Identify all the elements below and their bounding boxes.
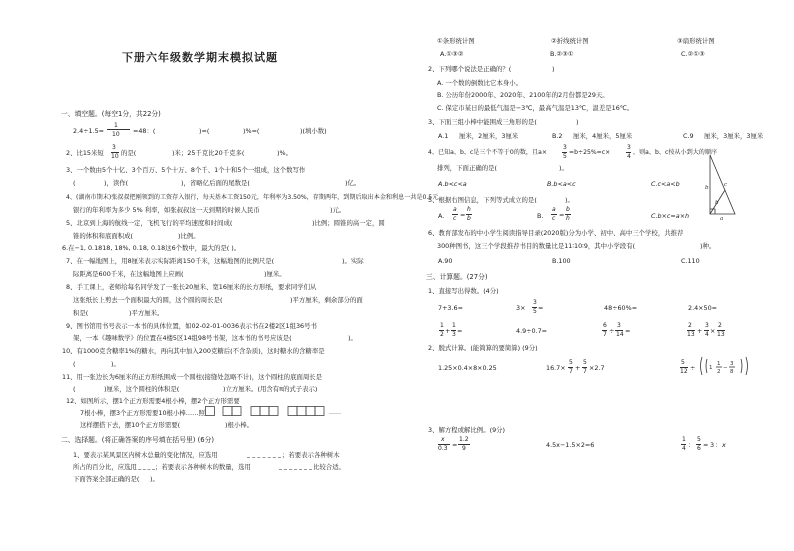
calc2-2-den1: 7	[569, 368, 573, 375]
c5b-num2: b	[566, 206, 570, 213]
c5b-num1: a	[552, 206, 556, 213]
choice-3-option-a: 厘米，2厘米，3厘米	[459, 132, 519, 140]
s1-line-2a: 所占的百分比，应选用	[73, 463, 137, 471]
calc-2-4-num3: 2	[718, 322, 722, 329]
svg-text:1: 1	[717, 361, 721, 367]
calc-2-4-den3: 13	[717, 331, 725, 338]
calc-2-4-den2: 4	[705, 331, 709, 338]
calc3-3-num1: 1	[682, 436, 686, 443]
q4-line-2: 银行的年利率为多少 5% 利率，如张叔叔这一天到期的时候人民币	[73, 206, 260, 214]
q7-line-1: 7、在一幅地图上，用8厘米表示实际距离150千米，这幅地图的比例尺是(	[66, 257, 275, 265]
calc3-1-den2: 9	[462, 445, 466, 452]
choice-3-option-b: 厘米，4厘米，5厘米	[573, 132, 633, 140]
q6: 6.在−1, 0.1818, 18%, 0.18, 0.18这6个数中，最大的是( )。	[62, 244, 241, 252]
c4-frac1-num: 3	[563, 144, 567, 151]
choice-4-option-b: B.b<a<c	[547, 180, 576, 188]
calc2-2a: 16.7×	[546, 364, 566, 372]
triangle-label-a: a	[720, 216, 724, 222]
choice-6-line-1: 6、教育部发布的中小学生阅读指导目录(2020版)分为小学、初中、高中三个学校，共推荐	[428, 229, 684, 237]
q10-line-2-end: )。	[111, 360, 120, 368]
q4-line-2-end: )元。	[330, 206, 346, 214]
q2-frac-num: 3	[112, 144, 116, 151]
svg-text:−: −	[723, 365, 728, 371]
q11-paren-2: )厘米，这个圆柱的体积是(	[104, 385, 180, 393]
calc-2-4-rest: ×	[710, 327, 716, 335]
calc3-3-rest: 3	[710, 441, 715, 449]
triangle-label-b: b	[705, 185, 709, 191]
choice-4-stem-e: )。	[559, 164, 568, 172]
q5-line-1: 5、北京到上海的航线一定，飞机飞行的平均速度和时间成(	[66, 219, 233, 227]
calc-2-1-num2: 1	[452, 322, 456, 329]
q10-line-2: (	[73, 360, 76, 368]
calc-2-1-plus: +	[445, 327, 451, 335]
calc-2-1-den2: 3	[452, 331, 456, 338]
calc-2-4-op: +	[697, 327, 703, 335]
q12-line-1: 12、如图所示，摆1个正方形需要4根小棒，摆2个正方形需要	[66, 397, 240, 405]
q3-paren-3: )，省略亿后面的尾数是(	[181, 179, 250, 187]
q12-line-3: 这样摆搭下去，摆10个正方形需要(	[80, 421, 181, 429]
section-choice-title: 二、选择题。(将正确答案的序号填在括号里) (6分)	[61, 436, 215, 444]
choice-5-option-a: A.	[438, 212, 445, 220]
calc2-3-op: ÷	[690, 364, 696, 372]
choice-2-option-a: A. 一个数的倒数比它本身小。	[437, 79, 523, 87]
c4-frac2-num: 3	[627, 144, 631, 151]
svg-text:8: 8	[730, 369, 734, 375]
q11-paren-3: )立方厘米。(用含有π的式子表示)	[223, 385, 318, 393]
page-title: 下册六年级数学期末模拟试题	[122, 51, 278, 64]
choice-2-option-c: C. 保定市某日的最低气温是−3℃，最高气温是13℃，温差是16℃。	[437, 104, 634, 112]
q8-line-1: 8、手工课上，老师给每名同学发了一张长20厘米、宽16厘米的长方形纸，要求同学们从	[66, 283, 317, 291]
q12-line-3-end: )根小棒。	[225, 421, 254, 429]
blank-line	[129, 469, 155, 470]
q8-line-2-end: )平方厘米，剩余部分的面	[290, 296, 363, 304]
calc3-2: 4.5x−1.5×2=6	[546, 441, 595, 449]
calc-2-2: 4.9÷0.7=	[516, 327, 548, 335]
q1-frac-bar	[107, 129, 130, 130]
calc2-2-num1: 5	[569, 359, 573, 366]
choice-5-option-c: C.b×c=a×h	[651, 212, 690, 220]
choice-4-option-c: C.c<a<b	[651, 180, 680, 188]
right-triangle-figure	[705, 152, 739, 220]
calc-2-1-eq: =	[457, 327, 463, 335]
choice-4-option-a: A.b<c<a	[438, 180, 467, 188]
calc3-3-colon2: ：	[715, 441, 722, 449]
choice-1-option-a: A.①③②	[440, 50, 464, 58]
calc3-3-eq: =	[703, 441, 709, 449]
q1-text-e: )(填小数)	[300, 127, 327, 135]
c5b-eq: =	[559, 211, 565, 219]
blank-line	[247, 457, 281, 458]
choice-6-option-a: A.90	[438, 257, 453, 265]
triangle-label-h: h	[715, 200, 719, 206]
choice-2-stem-end: )	[552, 65, 555, 73]
calc3-3-den1: 4	[682, 445, 686, 452]
calc-1-4: 2.4×50=	[688, 304, 718, 312]
choice-5-stem-end: )。	[565, 196, 574, 204]
calc2-2b: ×2.7	[589, 364, 605, 372]
q1-frac-den: 10	[112, 131, 120, 138]
choice-6-option-b: B.100	[552, 257, 571, 265]
choice-3-option-c: 厘米，3厘米，3厘米	[704, 132, 764, 140]
q8-line-3: 积是(	[73, 309, 89, 317]
q5-line-2: 锥的体积和底面积成(	[73, 232, 134, 240]
calc3-3-colon: ：	[688, 441, 695, 449]
blank-line	[279, 469, 312, 470]
choice-3-stem-end: )	[576, 118, 579, 126]
q1-text-d: )%=(	[243, 127, 260, 135]
c5b-den2: h	[566, 215, 570, 222]
svg-text:2: 2	[717, 369, 721, 375]
q2-text-a: 2、比15米短	[66, 149, 104, 157]
q8-line-2: 这张纸长上剪去一个面积最大的圆，这个圆的周长是(	[73, 296, 223, 304]
calc-2-3-num1: 6	[603, 322, 607, 329]
s1-line-3a: 下面答案全部正确的是(	[73, 475, 140, 483]
calc-part-2-title: 2、脱式计算。(能简算的要简算) (9分)	[428, 344, 538, 352]
c4-frac1-den: 5	[563, 153, 567, 160]
option-pie-chart: ③扇形统计图	[677, 37, 715, 45]
choice-4-stem-b: =b÷25%=c×	[569, 149, 611, 156]
q7-line-2-end: )厘米。	[264, 270, 286, 278]
calc3-1-num1: x	[441, 436, 445, 443]
q1-text-b: =48：(	[133, 127, 156, 135]
svg-text:1: 1	[709, 365, 713, 371]
calc-1-2-den: 5	[533, 308, 537, 315]
calc-2-3-div: ÷	[609, 327, 615, 335]
calc-1-3: 48÷60%=	[604, 304, 638, 312]
choice-1-option-c: C.②①③	[681, 50, 705, 58]
choice-3-option-a-label: A.1	[438, 132, 449, 140]
calc2-1: 1.25×0.4×8×0.25	[438, 364, 497, 372]
choice-4-stem-a: 4、已知a、b、c是三个不等于0的数，且a×	[428, 149, 547, 156]
q5-line-1-end: )比例；圆锥的高一定，圆	[312, 219, 385, 227]
s1-line-2b: ；若要表示各种树木的数量，选用	[155, 463, 251, 471]
calc2-2-plus: +	[575, 364, 581, 372]
q3-paren-2: )，读作(	[104, 179, 129, 187]
choice-3-stem: 3、下面三组小棒中能围成三角形的是(	[428, 118, 537, 126]
option-line-chart: ②折线统计图	[551, 37, 589, 45]
q11-line-1: 11、用一张边长为6厘米的正方形纸围成一个圆柱(接缝处忽略不计)，这个圆柱的底面周长是	[62, 373, 323, 381]
section-calculation-title: 三、计算题。(27分)	[426, 273, 488, 281]
q1-text-c: )=(	[199, 127, 210, 135]
calc-2-4-num1: 2	[688, 322, 692, 329]
calc3-3-x: x	[722, 441, 726, 449]
q5-line-2-end: )比例。	[178, 232, 200, 240]
option-bar-chart: ①条形统计图	[437, 37, 475, 45]
calc-2-3-eq: =	[625, 327, 631, 335]
q3-line-1: 3、一个数由5个十亿、3个百万、5个十万、8个千、1个十和5个一组成，这个数写作	[66, 166, 306, 174]
q9-line-2-end: )。	[348, 334, 357, 342]
q9-line-2: 架，一本《趣味数学》的位置在4楼5区14组98号书架，这本书的书号应该是(	[73, 334, 292, 342]
calc2-3-bracket	[698, 356, 750, 376]
calc2-3-num1: 5	[681, 359, 685, 366]
q1-frac-num: 1	[114, 122, 118, 129]
triangle-label-c: c	[724, 182, 728, 188]
s1-line-1a: 1、要表示某风景区内树木总量的变化情况，应选用	[73, 451, 218, 459]
q11-paren-1: (	[73, 385, 76, 393]
s1-line-2c: 比较合适。	[313, 463, 345, 471]
q2-frac-den: 10	[111, 153, 119, 160]
choice-4-stem-c: ，则a、b、c按从小到大的顺序	[633, 149, 718, 156]
q12-line-2: 7根小棒，摆3个正方形需要10根小棒……照	[80, 409, 205, 417]
q2-text-b: 的是(	[121, 149, 137, 157]
q9-line-1: 9、图书馆用书号表示一本书的具体位置，如02-02-01-0036表示书在2楼2区1组36号书	[66, 322, 317, 330]
choice-3-option-b-label: B.2	[552, 132, 563, 140]
calc2-2-num2: 5	[583, 359, 587, 366]
calc-1-2-eq: =	[538, 304, 544, 312]
choice-1-option-b: B.②③①	[550, 50, 574, 58]
q10-line-1: 10、有1000克含糖率1%的糖水，再向其中加入200克糖后(不含杂质)，这时糖水的含糖率是	[62, 347, 325, 355]
c5a-num1: a	[453, 206, 457, 213]
q2-text-d: )%。	[277, 149, 292, 157]
q8-line-3-end: )平方厘米。	[129, 309, 164, 317]
c5b-den1: c	[552, 215, 556, 222]
calc-1-1: 7+3.6=	[438, 304, 463, 312]
c4-frac2-den: 4	[627, 153, 631, 160]
choice-6-line-2: 300种图书，这三个学段推荐书目的数量比是11∶10∶9，其中小学段有(	[437, 242, 636, 250]
choice-4-stem-d: 排列，下面正确的是(	[437, 164, 498, 172]
q7-line-2: 际距离是600千米，在这幅地图上应画(	[73, 270, 184, 278]
c5a-num2: h	[467, 206, 471, 213]
choice-5-option-b: B.	[537, 212, 544, 220]
svg-text:3: 3	[730, 361, 734, 367]
c5a-den2: b	[467, 215, 471, 222]
calc-2-1-den1: 2	[440, 331, 444, 338]
calc3-1-eq: =	[452, 441, 458, 449]
calc-part-3-title: 3、解方程或解比例。(9分)	[428, 426, 506, 434]
calc3-1-num2: 1.2	[459, 436, 469, 443]
choice-2-option-b: B. 公历年份2000年、2020年、2100年的2月份都是29天。	[437, 91, 609, 99]
calc-2-4-den1: 13	[687, 331, 695, 338]
calc-1-2: 3×	[516, 304, 526, 312]
q1-text-a: 2.4÷1.5=	[73, 127, 105, 135]
q3-paren-1: (	[73, 179, 76, 187]
q4-line-1: 4、(湖南市期末)张叔叔把刚领到的工资存入银行，每天基本工资150元，年利率为3.50%，存期两年，到期后取出本金和利息一共是0.5元。	[66, 194, 445, 201]
s1-line-1b: ；若要表示各种树木	[282, 451, 340, 459]
calc3-1-den1: 0.3	[438, 445, 448, 452]
calc-2-4-num2: 3	[705, 322, 709, 329]
c5a-den1: c	[453, 215, 457, 222]
choice-6-option-c: C.110	[681, 257, 700, 265]
s1-line-3b: )。	[150, 475, 159, 483]
q7-line-1-end: )。实际	[342, 257, 364, 265]
choice-6-line-2-end: )种。	[700, 242, 716, 250]
calc-1-2-num: 3	[533, 299, 537, 306]
calc-2-1-num1: 1	[440, 322, 444, 329]
choice-2-stem: 2、下列哪个说法是正确的？(	[428, 65, 512, 73]
choice-3-option-c-label: C.9	[683, 132, 694, 140]
calc2-3-den1: 12	[680, 368, 688, 375]
q3-paren-4: )亿。	[345, 179, 361, 187]
calc-2-3-num2: 3	[617, 322, 621, 329]
c5a-eq: =	[460, 211, 466, 219]
q2-text-c: )米；25千克比20千克多(	[172, 149, 245, 157]
matchstick-squares-figure	[205, 406, 355, 418]
calc-part-1-title: 1、直接写出得数。(4分)	[428, 287, 499, 295]
calc-2-3-den2: 14	[616, 331, 624, 338]
calc2-2-den2: 7	[583, 368, 587, 375]
svg-text:……: ……	[329, 409, 341, 416]
choice-5-stem: 5、根据右图信息，下列等式成立的是(	[428, 196, 537, 204]
calc3-3-den2: 6	[697, 445, 701, 452]
calc3-3-num2: 5	[697, 436, 701, 443]
calc-2-3-den1: 7	[603, 331, 607, 338]
section-fill-in-title: 一、填空题。(每空1分，共22分)	[61, 110, 161, 118]
